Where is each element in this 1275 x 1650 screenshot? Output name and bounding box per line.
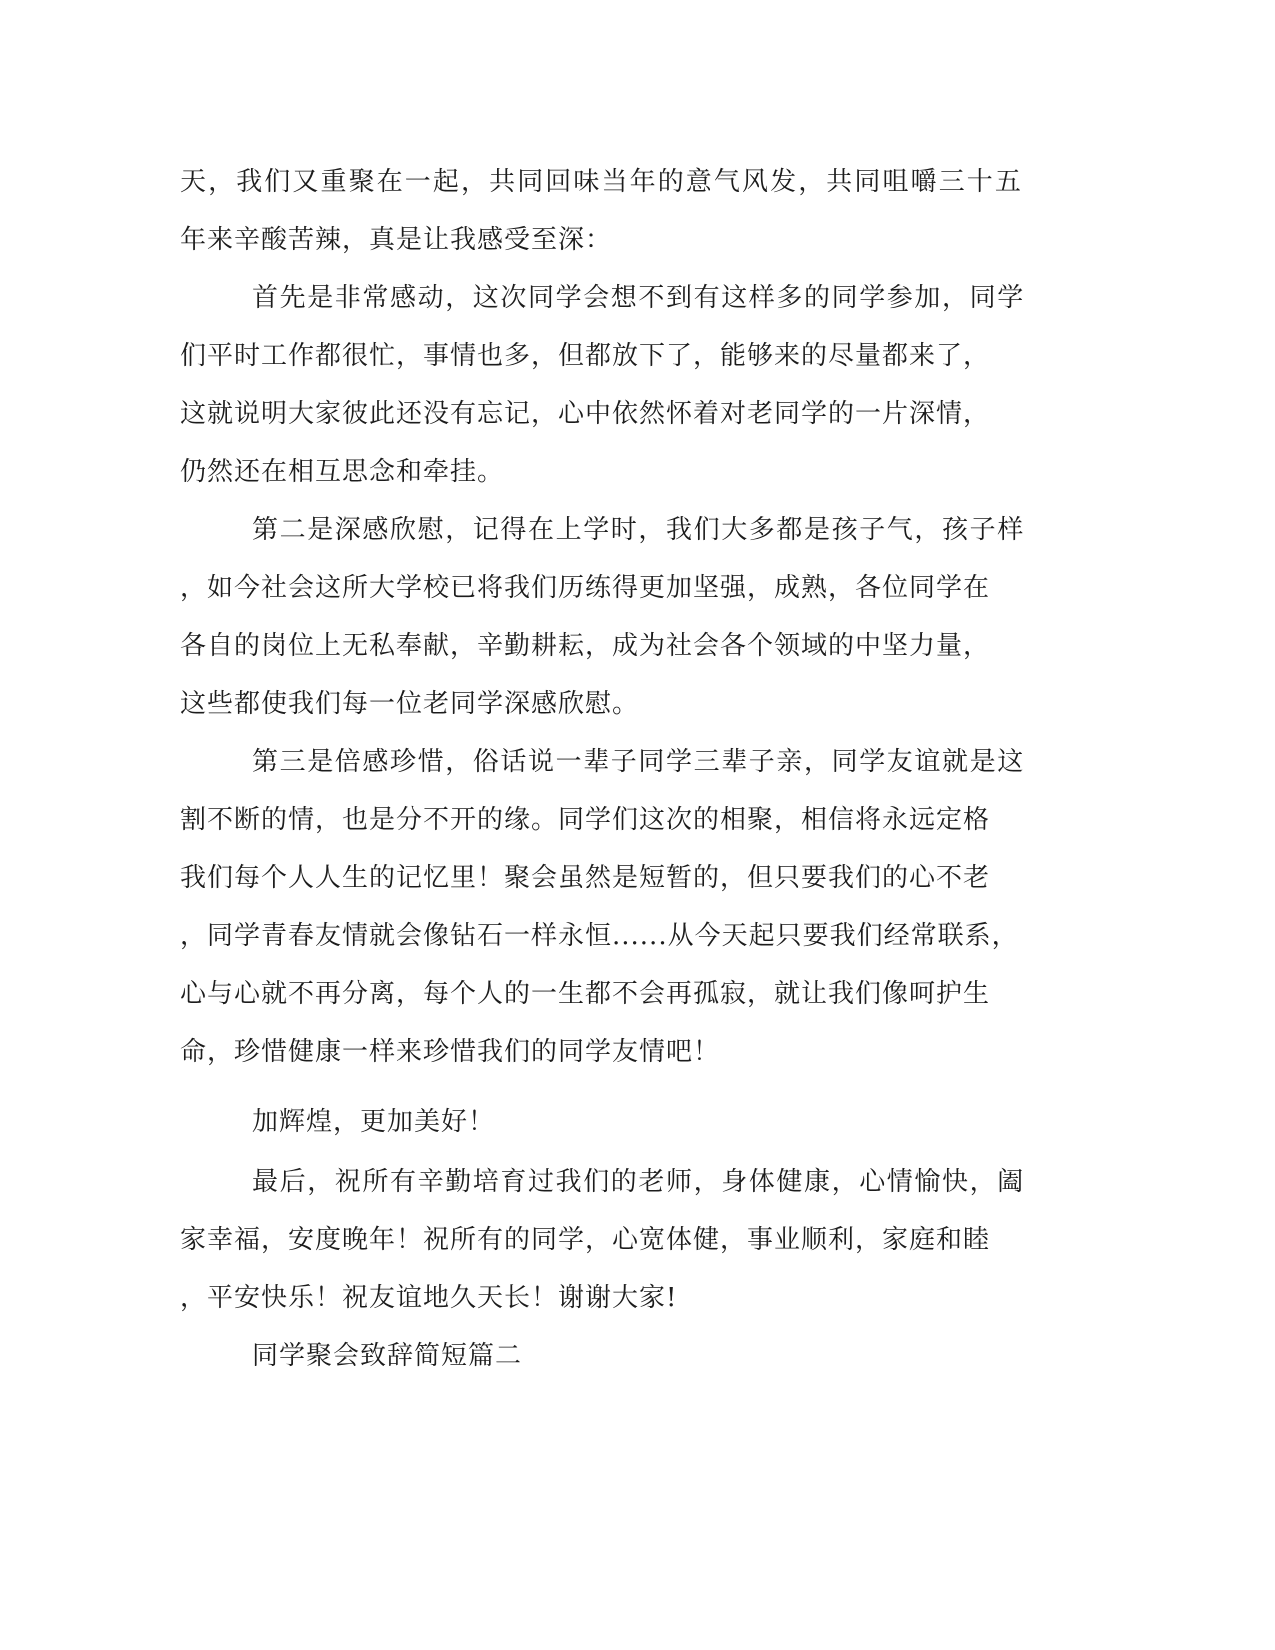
body-text-line: 最后，祝所有辛勤培育过我们的老师，身体健康，心情愉快，阖: [252, 1167, 1025, 1197]
body-text-line: ，同学青春友情就会像钻石一样永恒......从今天起只要我们经常联系，: [180, 921, 1019, 951]
body-text-line: 加辉煌，更加美好！: [252, 1107, 496, 1137]
body-text-line: 这就说明大家彼此还没有忘记，心中依然怀着对老同学的一片深情，: [180, 399, 991, 429]
body-text-line: 们平时工作都很忙，事情也多，但都放下了，能够来的尽量都来了，: [180, 341, 991, 371]
body-text-line: 命，珍惜健康一样来珍惜我们的同学友情吧！: [180, 1037, 721, 1067]
section-heading: 同学聚会致辞简短篇二: [252, 1341, 523, 1371]
body-text-line: 我们每个人人生的记忆里！聚会虽然是短暂的，但只要我们的心不老: [180, 863, 991, 893]
body-text-line: 各自的岗位上无私奉献，辛勤耕耘，成为社会各个领域的中坚力量，: [180, 631, 991, 661]
body-text-line: 第三是倍感珍惜，俗话说一辈子同学三辈子亲，同学友谊就是这: [252, 747, 1025, 777]
body-text-line: ，如今社会这所大学校已将我们历练得更加坚强，成熟，各位同学在: [180, 573, 991, 603]
body-text-line: 仍然还在相互思念和牵挂。: [180, 457, 505, 487]
body-text-line: 年来辛酸苦辣，真是让我感受至深：: [180, 225, 613, 255]
body-text-line: 天，我们又重聚在一起，共同回味当年的意气风发，共同咀嚼三十五: [180, 167, 1024, 197]
body-text-line: 这些都使我们每一位老同学深感欣慰。: [180, 689, 640, 719]
body-text-line: ，平安快乐！祝友谊地久天长！谢谢大家!: [180, 1283, 678, 1313]
body-text-line: 首先是非常感动，这次同学会想不到有这样多的同学参加，同学: [252, 283, 1025, 313]
body-text-line: 第二是深感欣慰，记得在上学时，我们大多都是孩子气，孩子样: [252, 515, 1025, 545]
body-text-line: 家幸福，安度晚年！祝所有的同学，心宽体健，事业顺利，家庭和睦: [180, 1225, 991, 1255]
body-text-line: 割不断的情，也是分不开的缘。同学们这次的相聚，相信将永远定格: [180, 805, 991, 835]
body-text-line: 心与心就不再分离，每个人的一生都不会再孤寂，就让我们像呵护生: [180, 979, 991, 1009]
